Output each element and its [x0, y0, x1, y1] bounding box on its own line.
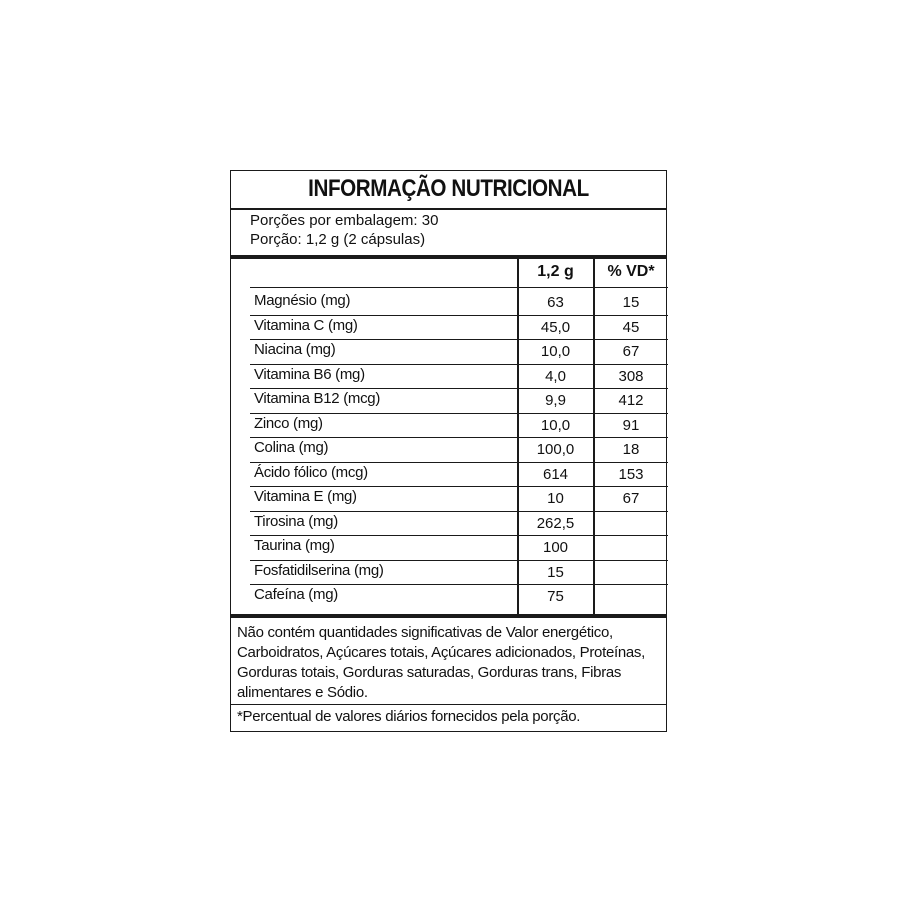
nutrient-name: Vitamina B6 (mg)	[254, 365, 365, 383]
nutrient-name: Niacina (mg)	[254, 341, 336, 358]
nutrient-quantity: 262,5	[536, 514, 575, 532]
nutrient-quantity: 15	[547, 563, 564, 581]
row-divider	[250, 486, 668, 487]
nutrient-quantity: 10,0	[540, 416, 571, 434]
nutrient-daily-value: 67	[622, 343, 640, 360]
label-title: INFORMAÇÃO NUTRICIONAL	[308, 175, 589, 202]
header-divider	[250, 287, 668, 288]
row-divider	[250, 339, 668, 340]
nutrient-name: Colina (mg)	[254, 439, 329, 456]
title-divider	[231, 208, 666, 210]
nutrient-daily-value: 67	[622, 490, 640, 507]
column-header-daily-value: % VD*	[607, 263, 655, 280]
nutrient-quantity: 9,9	[545, 392, 566, 409]
nutrient-daily-value: 412	[618, 392, 644, 409]
nutrient-name: Tirosina (mg)	[254, 512, 338, 530]
not-significant-note: Não contém quantidades significativas de Valor energético, Carboidratos, Açúcares totais, Açúcares adicionados, Proteínas, Gorduras totais, Gorduras saturadas, Gorduras trans, Fibras alimentares e Sódio.	[237, 624, 646, 701]
portion-size: Porção: 1,2 g (2 cápsulas)	[250, 231, 426, 248]
nutrient-name: Cafeína (mg)	[254, 586, 338, 603]
nutrient-quantity: 100,0	[536, 441, 575, 458]
row-divider	[250, 413, 668, 414]
servings-per-package: Porções por embalagem: 30	[250, 212, 439, 229]
row-divider	[250, 364, 668, 365]
row-divider	[250, 388, 668, 389]
table-bottom-divider	[231, 614, 666, 618]
row-divider	[250, 560, 668, 561]
row-divider	[250, 437, 668, 438]
nutrient-quantity: 4,0	[545, 367, 566, 385]
column-header-quantity: 1,2 g	[537, 263, 574, 280]
daily-value-footnote: *Percentual de valores diários fornecidos pela porção.	[237, 708, 581, 725]
nutrient-quantity: 100	[542, 539, 569, 556]
nutrient-quantity: 75	[547, 588, 564, 605]
nutrient-name: Vitamina C (mg)	[254, 316, 358, 334]
row-divider	[250, 511, 668, 512]
nutrient-daily-value: 153	[618, 465, 644, 483]
nutrient-quantity: 614	[542, 465, 569, 483]
serving-divider	[231, 255, 666, 259]
nutrient-name: Taurina (mg)	[254, 537, 335, 554]
nutrient-name: Zinco (mg)	[254, 414, 323, 432]
nutrient-daily-value: 91	[622, 416, 640, 434]
nutrient-name: Fosfatidilserina (mg)	[254, 561, 384, 579]
footer-divider	[231, 704, 666, 705]
nutrient-quantity: 45,0	[540, 318, 571, 336]
nutrient-daily-value: 45	[622, 318, 640, 336]
row-divider	[250, 584, 668, 585]
row-divider	[250, 462, 668, 463]
row-divider	[250, 535, 668, 536]
nutrient-name: Vitamina E (mg)	[254, 488, 357, 505]
nutrient-daily-value: 18	[622, 441, 640, 458]
nutrient-quantity: 63	[547, 294, 564, 311]
nutrient-quantity: 10,0	[540, 343, 571, 360]
nutrient-name: Magnésio (mg)	[254, 292, 351, 309]
nutrient-name: Ácido fólico (mcg)	[254, 463, 368, 481]
nutrition-facts-label	[230, 170, 667, 732]
nutrient-quantity: 10	[547, 490, 564, 507]
nutrient-daily-value: 15	[622, 294, 640, 311]
row-divider	[250, 315, 668, 316]
nutrient-name: Vitamina B12 (mcg)	[254, 390, 381, 407]
nutrient-daily-value: 308	[618, 367, 644, 385]
